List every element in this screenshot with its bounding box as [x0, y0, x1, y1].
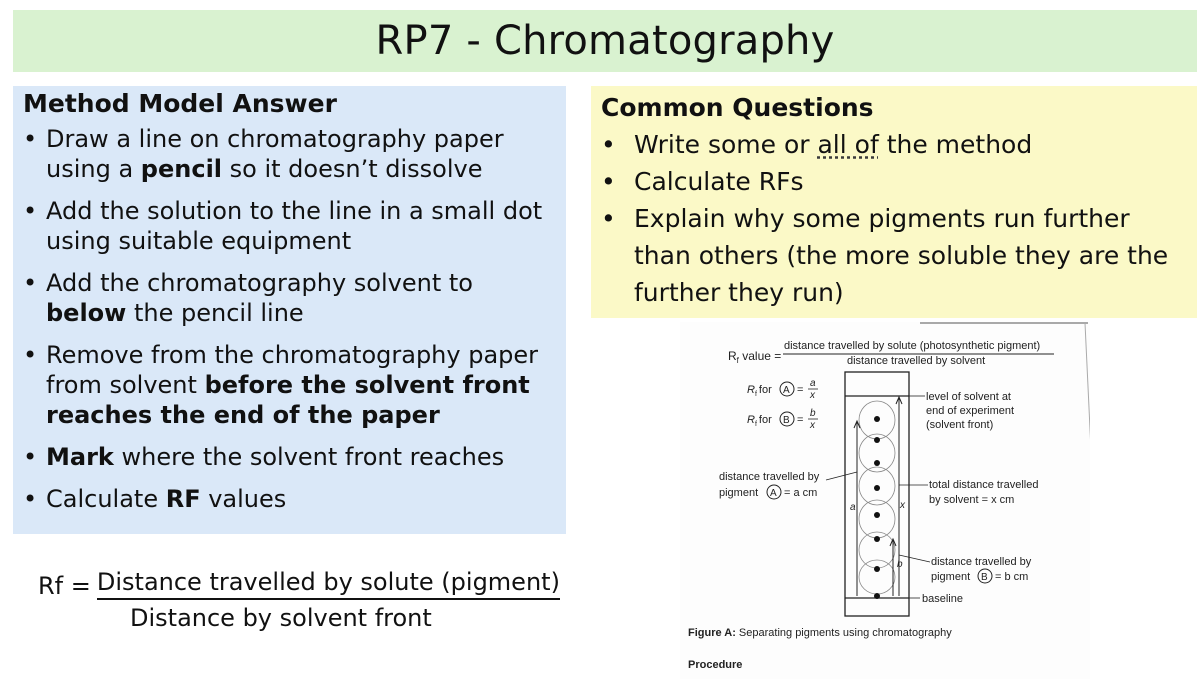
- method-text: the pencil line: [126, 299, 304, 327]
- title-bar: [13, 10, 1197, 72]
- method-item: [23, 196, 556, 256]
- rf-for-a-label: $R_f$ for: [747, 384, 772, 398]
- solvent-level-label-3: (solvent front): [926, 419, 994, 431]
- leader-line: [899, 555, 930, 562]
- method-bold-text: before the solvent front reaches the end of the paper: [46, 371, 530, 429]
- method-heading: Method Model Answer: [23, 89, 337, 118]
- pigment-a-label-2: pigment: [719, 487, 759, 499]
- method-text: Calculate: [46, 485, 166, 513]
- frac-a-numerator: a: [810, 378, 816, 389]
- frac-b-numerator: b: [810, 408, 816, 419]
- pigment-b-label-2: pigment: [931, 571, 971, 583]
- method-bold-text: pencil: [140, 155, 223, 183]
- axis-a-label: a: [850, 502, 856, 513]
- procedure-heading: Procedure: [688, 659, 743, 671]
- rf-denominator: distance travelled by solvent: [847, 355, 986, 367]
- pigment-a-label-3: = a cm: [784, 487, 818, 499]
- question-text: Explain why some pigments run further than others (the more soluble they are the further they run): [634, 204, 1169, 307]
- scan-edge-line: [1085, 323, 1090, 662]
- pigment-oval: [859, 560, 895, 594]
- pigment-b-label-1: distance travelled by: [931, 556, 1032, 568]
- questions-heading: Common Questions: [601, 93, 874, 122]
- method-item: [23, 124, 556, 184]
- pigment-dot: [874, 437, 880, 443]
- pigment-dot: [874, 460, 880, 466]
- slide-title: RP7 - Chromatography: [375, 18, 835, 64]
- frac-b-denominator: x: [810, 420, 815, 431]
- circle-a-letter: A: [770, 488, 777, 499]
- circle-b-letter: B: [783, 415, 790, 426]
- pigment-ovals: [859, 401, 895, 594]
- method-bold-text: RF: [165, 485, 201, 513]
- question-item: [601, 200, 1187, 311]
- total-distance-label-1: total distance travelled: [929, 479, 1039, 491]
- question-underlined-text: all of: [817, 130, 879, 159]
- common-questions-box: [591, 86, 1197, 318]
- method-model-answer-box: [13, 86, 566, 534]
- question-text: Write some or: [634, 130, 818, 159]
- pigment-dot: [874, 566, 880, 572]
- pigment-dot: [874, 512, 880, 518]
- method-text: Remove from the chromatography paper from solvent: [46, 341, 539, 399]
- chromatography-diagram: [680, 322, 1090, 679]
- method-text: where the solvent front reaches: [113, 443, 505, 471]
- rf-numerator: distance travelled by solute (photosynthetic pigment): [784, 340, 1041, 352]
- frac-a-denominator: x: [810, 390, 815, 401]
- method-text: values: [200, 485, 287, 513]
- total-distance-label-2: by solvent = x cm: [929, 494, 1015, 506]
- pigment-dots: [874, 416, 880, 599]
- solvent-level-label-1: level of solvent at: [926, 391, 1011, 403]
- method-text: Draw a line on chromatography paper using a: [46, 125, 504, 183]
- question-item: [601, 126, 1187, 163]
- method-item: [23, 442, 556, 472]
- method-item: [23, 484, 556, 514]
- method-text: Add the solution to the line in a small dot using suitable equipment: [46, 197, 543, 255]
- distance-arrows: [854, 397, 902, 596]
- method-item: [23, 268, 556, 328]
- pigment-dot: [874, 416, 880, 422]
- baseline-label: baseline: [922, 593, 963, 605]
- pigment-dot: [874, 593, 880, 599]
- formula-denominator: Distance by solvent front: [130, 604, 432, 632]
- solvent-level-label-2: end of experiment: [926, 405, 1015, 417]
- formula-lhs: Rf =: [38, 572, 91, 600]
- circle-b-letter: B: [981, 572, 988, 583]
- axis-x-label: x: [900, 500, 905, 511]
- formula-numerator: Distance travelled by solute (pigment): [97, 568, 560, 600]
- method-list: [23, 124, 556, 514]
- rf-for-b-label: $R_f$ for: [747, 414, 772, 428]
- question-text: the method: [878, 130, 1033, 159]
- method-item: [23, 340, 556, 430]
- questions-list: [601, 126, 1187, 311]
- chromatography-figure: [680, 322, 1090, 679]
- pigment-dot: [874, 485, 880, 491]
- method-bold-text: Mark: [46, 443, 114, 471]
- method-text: so it doesn’t dissolve: [222, 155, 483, 183]
- figure-caption: Figure A: Separating pigments using chromatography: [688, 627, 952, 639]
- rf-label: $R_f$ value =: [728, 349, 782, 365]
- axis-b-label: b: [897, 559, 903, 570]
- pigment-a-label-1: distance travelled by: [719, 471, 820, 483]
- equals-sign: =: [797, 384, 804, 396]
- question-text: Calculate RFs: [634, 167, 804, 196]
- method-bold-text: below: [46, 299, 127, 327]
- method-text: Add the chromatography solvent to: [46, 269, 473, 297]
- question-item: [601, 163, 1187, 200]
- rf-formula: [38, 568, 560, 632]
- pigment-dot: [874, 536, 880, 542]
- equals-sign: =: [797, 414, 804, 426]
- leader-line: [826, 472, 857, 480]
- circle-a-letter: A: [783, 385, 790, 396]
- pigment-b-label-3: = b cm: [995, 571, 1029, 583]
